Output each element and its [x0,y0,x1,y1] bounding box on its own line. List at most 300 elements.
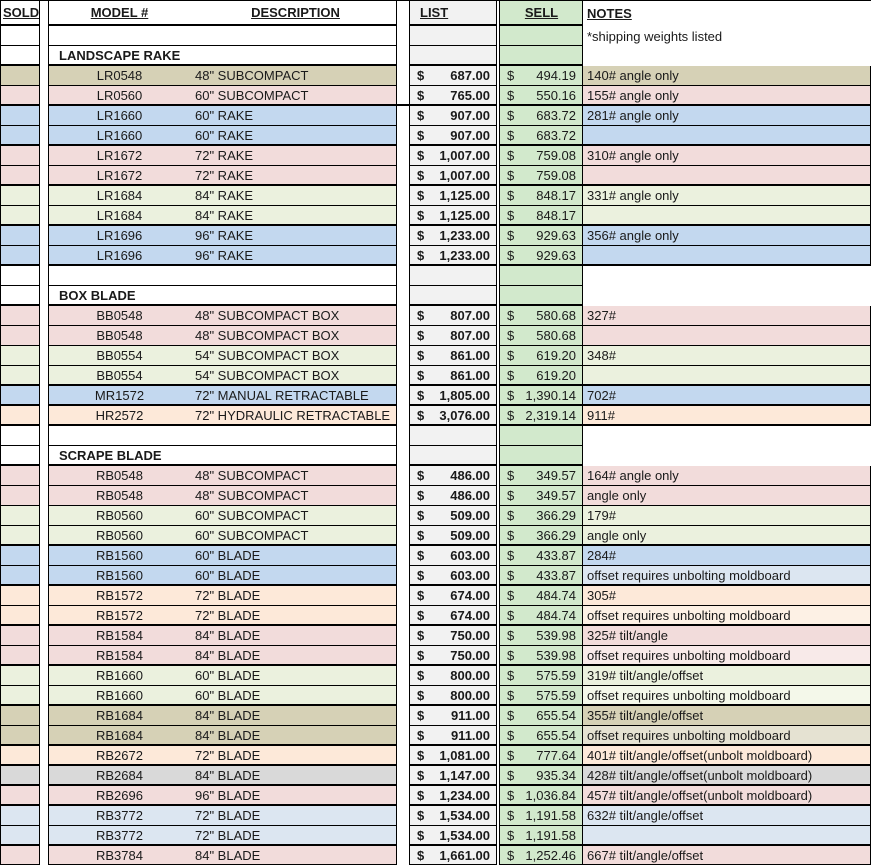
cell-sell[interactable] [499,306,583,326]
cell-model[interactable]: LR1672 [48,146,190,166]
cell-notes[interactable]: offset requires unbolting moldboard [583,686,871,706]
gap-column [397,266,409,286]
header-sold[interactable] [0,1,40,26]
cell-list[interactable] [409,286,497,306]
cell-sold[interactable] [0,846,40,865]
cell-description[interactable]: 60" SUBCOMPACT [190,526,397,546]
cell-sell[interactable] [499,506,583,526]
section-title[interactable]: SCRAPE BLADE [48,446,397,466]
cell-description[interactable]: 84" BLADE [190,726,397,746]
cell-notes[interactable] [583,126,871,146]
cell-notes[interactable]: 164# angle only [583,466,871,486]
gap-column [397,366,409,386]
cell-sell[interactable] [499,826,583,846]
cell-sold[interactable] [0,586,40,606]
cell-list[interactable] [409,266,497,286]
cell-list[interactable] [409,546,497,566]
cell-model[interactable]: LR0548 [48,66,190,86]
currency-symbol: $ [417,188,425,203]
table-row-BB0554 [0,366,871,386]
cell-description[interactable]: 60" RAKE [190,106,397,126]
cell-sold[interactable] [0,486,40,506]
header-notes[interactable] [583,1,871,26]
cell-description[interactable]: 60" BLADE [190,546,397,566]
cell-notes[interactable]: 667# tilt/angle/offset [583,846,871,865]
gap-column [397,786,409,806]
cell-notes[interactable]: 457# tilt/angle/offset(unbolt moldboard) [583,786,871,806]
header-list[interactable] [409,1,497,26]
cell-notes[interactable]: angle only [583,486,871,506]
cell-sold[interactable] [0,426,40,446]
cell-list[interactable] [409,146,497,166]
cell-description[interactable]: 84" BLADE [190,846,397,865]
shipping-note[interactable]: *shipping weights listed [587,28,723,44]
cell-model[interactable]: RB1584 [48,646,190,666]
gap-column [40,786,48,806]
cell-list[interactable] [409,186,497,206]
cell-sell[interactable] [499,206,583,226]
cell-sold[interactable] [0,366,40,386]
currency-symbol: $ [417,687,425,703]
cell-sold[interactable] [0,526,40,546]
cell-sell-value: 777.64 [536,747,576,763]
cell-description[interactable]: 72" BLADE [190,826,397,846]
section-title[interactable]: LANDSCAPE RAKE [48,46,397,66]
cell-description[interactable]: 84" RAKE [190,206,397,226]
cell-model[interactable]: MR1572 [48,386,190,406]
cell-model[interactable]: BB0548 [48,306,190,326]
cell-sold[interactable] [0,246,40,266]
currency-symbol: $ [507,348,515,363]
cell-description[interactable]: 60" BLADE [190,666,397,686]
cell-list[interactable] [409,86,497,106]
cell-sell[interactable] [499,746,583,766]
cell-model[interactable]: RB1572 [48,586,190,606]
cell-sell[interactable] [499,346,583,366]
cell-sell[interactable] [499,366,583,386]
cell-sell[interactable] [499,26,583,46]
currency-symbol: $ [507,328,515,343]
cell-sell[interactable] [499,686,583,706]
cell-sold[interactable] [0,406,40,426]
cell-sold[interactable] [0,566,40,586]
cell-sold[interactable] [0,766,40,786]
cell-notes[interactable]: 702# [583,386,871,406]
cell-model[interactable]: RB0560 [48,506,190,526]
cell-notes[interactable]: 325# tilt/angle [583,626,871,646]
cell-model[interactable]: LR0560 [48,86,190,106]
cell-sold[interactable] [0,446,40,466]
cell-list[interactable] [409,406,497,426]
cell-description[interactable]: 48" SUBCOMPACT BOX [190,306,397,326]
currency-symbol: $ [417,127,425,143]
cell-sell[interactable] [499,286,583,306]
cell-sold[interactable] [0,286,40,306]
cell-sold[interactable] [0,386,40,406]
table-row-RB2684 [0,766,871,786]
cell-list[interactable] [409,486,497,506]
cell-description[interactable]: 60" RAKE [190,126,397,146]
cell-list[interactable] [409,566,497,586]
cell-description[interactable]: 96" RAKE [190,246,397,266]
cell-sell[interactable] [499,466,583,486]
cell-notes[interactable]: 319# tilt/angle/offset [583,666,871,686]
cell-list[interactable] [409,386,497,406]
cell-list[interactable] [409,786,497,806]
cell-model[interactable]: LR1660 [48,126,190,146]
cell-notes[interactable]: offset requires unbolting moldboard [583,606,871,626]
cell-sell[interactable] [499,146,583,166]
cell-sold[interactable] [0,826,40,846]
currency-symbol: $ [507,588,515,603]
cell-sell[interactable] [499,486,583,506]
cell-sold[interactable] [0,106,40,126]
cell-list[interactable] [409,326,497,346]
cell-model[interactable]: RB1684 [48,726,190,746]
cell-model[interactable]: BB0554 [48,366,190,386]
gap-column [40,186,48,206]
cell-sold[interactable] [0,146,40,166]
cell-description[interactable]: 54" SUBCOMPACT BOX [190,346,397,366]
cell-list[interactable] [409,606,497,626]
cell-sold[interactable] [0,66,40,86]
cell-notes[interactable]: 911# [583,406,871,426]
cell-description[interactable]: 72" HYDRAULIC RETRACTABLE [190,406,397,426]
cell-list-value: 1,534.00 [439,808,490,823]
cell-notes[interactable]: angle only [583,526,871,546]
cell-notes[interactable]: offset requires unbolting moldboard [583,566,871,586]
cell-list[interactable] [409,626,497,646]
currency-symbol: $ [417,468,425,483]
cell-model[interactable]: RB2684 [48,766,190,786]
gap-column [40,326,48,346]
cell-list[interactable] [409,506,497,526]
cell-description[interactable]: 84" BLADE [190,766,397,786]
cell-list[interactable] [409,646,497,666]
cell-sell[interactable] [499,626,583,646]
cell-sell[interactable] [499,606,583,626]
cell-model[interactable]: RB3772 [48,806,190,826]
cell-sell[interactable] [499,706,583,726]
cell-notes[interactable]: 331# angle only [583,186,871,206]
cell-notes[interactable] [583,206,871,226]
header-model[interactable] [48,1,190,26]
cell-sell[interactable] [499,86,583,106]
cell-sold[interactable] [0,86,40,106]
cell-sold[interactable] [0,26,40,46]
cell-notes[interactable]: 305# [583,586,871,606]
cell-notes[interactable]: 401# tilt/angle/offset(unbolt moldboard) [583,746,871,766]
cell-notes[interactable] [583,366,871,386]
currency-symbol: $ [417,548,425,563]
cell-notes[interactable]: offset requires unbolting moldboard [583,726,871,746]
cell-list[interactable] [409,526,497,546]
cell-sell[interactable] [499,166,583,186]
table-body [0,26,871,865]
cell-list[interactable] [409,66,497,86]
currency-symbol: $ [417,108,425,123]
cell-list[interactable] [409,746,497,766]
cell-model[interactable]: LR1672 [48,166,190,186]
currency-symbol: $ [507,808,515,823]
cell-model[interactable]: LR1696 [48,246,190,266]
cell-description[interactable]: 60" SUBCOMPACT [190,86,397,106]
cell-model[interactable]: RB1660 [48,686,190,706]
cell-list[interactable] [409,706,497,726]
cell-sell[interactable] [499,766,583,786]
cell-description[interactable]: 48" SUBCOMPACT [190,66,397,86]
gap-column [397,726,409,746]
cell-model[interactable]: RB1572 [48,606,190,626]
cell-sell[interactable] [499,386,583,406]
cell-sell[interactable] [499,106,583,126]
currency-symbol: $ [417,808,425,823]
cell-model[interactable]: RB2672 [48,746,190,766]
cell-description[interactable]: 72" RAKE [190,146,397,166]
cell-model[interactable]: LR1660 [48,106,190,126]
currency-symbol: $ [507,668,515,683]
cell-sell-value: 759.08 [536,148,576,163]
cell-sold[interactable] [0,226,40,246]
cell-sold[interactable] [0,626,40,646]
cell-sold[interactable] [0,306,40,326]
cell-description[interactable]: 72" BLADE [190,586,397,606]
cell-notes[interactable]: offset requires unbolting moldboard [583,646,871,666]
cell-model[interactable]: BB0554 [48,346,190,366]
gap-column [397,846,409,865]
cell-description[interactable]: 84" BLADE [190,646,397,666]
cell-sell-value: 366.29 [536,508,576,523]
cell-description[interactable]: 72" BLADE [190,606,397,626]
cell-model[interactable]: RB3784 [48,846,190,865]
gap-column [397,706,409,726]
cell-sold[interactable] [0,666,40,686]
gap-column [397,606,409,626]
header-description[interactable] [190,1,397,26]
cell-list[interactable] [409,826,497,846]
cell-description[interactable]: 84" BLADE [190,706,397,726]
cell-list[interactable] [409,166,497,186]
cell-sell[interactable] [499,46,583,66]
cell-sold[interactable] [0,726,40,746]
cell-notes[interactable]: 281# angle only [583,106,871,126]
cell-model[interactable]: RB3772 [48,826,190,846]
cell-notes[interactable]: 356# angle only [583,226,871,246]
cell-sold[interactable] [0,546,40,566]
gap-column [40,666,48,686]
cell-description[interactable]: 72" BLADE [190,806,397,826]
cell-sold[interactable] [0,466,40,486]
cell-sell-value: 349.57 [536,468,576,483]
cell-model[interactable]: RB0560 [48,526,190,546]
cell-description[interactable]: 48" SUBCOMPACT BOX [190,326,397,346]
cell-description[interactable]: 84" BLADE [190,626,397,646]
cell-notes [583,266,871,286]
cell-sold[interactable] [0,746,40,766]
cell-model[interactable]: RB2696 [48,786,190,806]
cell-sell[interactable] [499,646,583,666]
cell-list[interactable] [409,46,497,66]
cell-sell[interactable] [499,786,583,806]
cell-blank[interactable] [48,426,397,446]
cell-sold[interactable] [0,606,40,626]
gap-column [40,446,48,466]
table-row-RB2672 [0,746,871,766]
cell-list[interactable] [409,766,497,786]
cell-list[interactable] [409,686,497,706]
cell-list[interactable] [409,726,497,746]
cell-sold[interactable] [0,326,40,346]
currency-symbol: $ [417,847,425,863]
cell-sell[interactable] [499,726,583,746]
gap-column [40,346,48,366]
cell-model[interactable]: RB1660 [48,666,190,686]
cell-model[interactable]: LR1696 [48,226,190,246]
cell-description[interactable]: 96" RAKE [190,226,397,246]
cell-description[interactable]: 84" RAKE [190,186,397,206]
currency-symbol: $ [507,827,515,843]
gap-column [397,26,409,46]
cell-sold[interactable] [0,206,40,226]
cell-description[interactable]: 96" BLADE [190,786,397,806]
currency-symbol: $ [507,108,515,123]
currency-symbol: $ [417,628,425,643]
cell-notes[interactable]: 348# [583,346,871,366]
cell-list[interactable] [409,806,497,826]
cell-description[interactable]: 60" BLADE [190,566,397,586]
cell-list-value: 1,007.00 [439,167,490,183]
cell-model[interactable]: RB0548 [48,466,190,486]
cell-notes[interactable]: 155# angle only [583,86,871,106]
cell-sold[interactable] [0,506,40,526]
cell-list[interactable] [409,106,497,126]
cell-list[interactable] [409,466,497,486]
cell-sold[interactable] [0,646,40,666]
cell-notes[interactable] [583,826,871,846]
cell-sell[interactable] [499,446,583,466]
cell-sell[interactable] [499,546,583,566]
cell-list[interactable] [409,206,497,226]
cell-list[interactable] [409,586,497,606]
cell-notes[interactable]: 327# [583,306,871,326]
header-sell[interactable] [499,1,583,26]
cell-list[interactable] [409,846,497,865]
cell-description[interactable]: 48" SUBCOMPACT [190,486,397,506]
cell-model[interactable]: HR2572 [48,406,190,426]
cell-model[interactable]: LR1684 [48,186,190,206]
gap-column [397,746,409,766]
cell-sell[interactable] [499,426,583,446]
cell-notes[interactable]: 428# tilt/angle/offset(unbolt moldboard) [583,766,871,786]
cell-list[interactable] [409,346,497,366]
cell-description[interactable]: 54" SUBCOMPACT BOX [190,366,397,386]
cell-list[interactable] [409,426,497,446]
cell-list[interactable] [409,26,497,46]
cell-sell[interactable] [499,186,583,206]
cell-sell[interactable] [499,586,583,606]
cell-sell[interactable] [499,566,583,586]
cell-notes[interactable]: 284# [583,546,871,566]
cell-notes[interactable] [583,166,871,186]
cell-notes[interactable]: 355# tilt/angle/offset [583,706,871,726]
cell-model[interactable]: RB1584 [48,626,190,646]
cell-sold[interactable] [0,166,40,186]
gap-column [397,306,409,326]
cell-sell[interactable] [499,846,583,865]
section-title[interactable]: BOX BLADE [48,286,397,306]
cell-list[interactable] [409,306,497,326]
cell-sold[interactable] [0,126,40,146]
cell-sell[interactable] [499,246,583,266]
cell-sold[interactable] [0,186,40,206]
cell-notes[interactable]: 179# [583,506,871,526]
cell-sell[interactable] [499,326,583,346]
cell-sold[interactable] [0,786,40,806]
cell-description[interactable]: 72" RAKE [190,166,397,186]
cell-description[interactable]: 48" SUBCOMPACT [190,466,397,486]
currency-symbol: $ [417,708,425,723]
cell-description[interactable]: 60" BLADE [190,686,397,706]
cell-sell[interactable] [499,226,583,246]
cell-list[interactable] [409,246,497,266]
cell-model[interactable]: LR1684 [48,206,190,226]
cell-notes[interactable]: 632# tilt/angle/offset [583,806,871,826]
cell-sold[interactable] [0,806,40,826]
cell-list[interactable] [409,226,497,246]
cell-notes[interactable] [583,246,871,266]
cell-sell[interactable] [499,406,583,426]
cell-model[interactable]: RB1684 [48,706,190,726]
cell-sold[interactable] [0,46,40,66]
table-row-LR0548 [0,66,871,86]
cell-list[interactable] [409,666,497,686]
cell-description[interactable]: 60" SUBCOMPACT [190,506,397,526]
cell-sell[interactable] [499,266,583,286]
cell-sold[interactable] [0,706,40,726]
cell-list[interactable] [409,126,497,146]
cell-notes[interactable]: 140# angle only [583,66,871,86]
cell-sell[interactable] [499,666,583,686]
cell-blank[interactable] [48,26,397,46]
cell-blank[interactable] [48,266,397,286]
cell-model[interactable]: RB1560 [48,566,190,586]
cell-list-value: 1,805.00 [439,387,490,403]
cell-sold[interactable] [0,686,40,706]
cell-sell-value: 580.68 [536,308,576,323]
cell-description[interactable]: 72" MANUAL RETRACTABLE [190,386,397,406]
cell-sell[interactable] [499,526,583,546]
cell-sell[interactable] [499,66,583,86]
cell-sell[interactable] [499,806,583,826]
cell-notes[interactable] [583,326,871,346]
gap-column [40,546,48,566]
gap-column [40,766,48,786]
cell-sold[interactable] [0,266,40,286]
cell-sell[interactable] [499,126,583,146]
cell-model[interactable]: RB0548 [48,486,190,506]
cell-model[interactable]: RB1560 [48,546,190,566]
currency-symbol: $ [507,148,515,163]
gap-column [397,526,409,546]
cell-notes[interactable]: 310# angle only [583,146,871,166]
cell-list[interactable] [409,366,497,386]
cell-description[interactable]: 72" BLADE [190,746,397,766]
cell-sold[interactable] [0,346,40,366]
gap-column [397,286,409,306]
cell-model[interactable]: BB0548 [48,326,190,346]
cell-list[interactable] [409,446,497,466]
currency-symbol: $ [507,387,515,403]
